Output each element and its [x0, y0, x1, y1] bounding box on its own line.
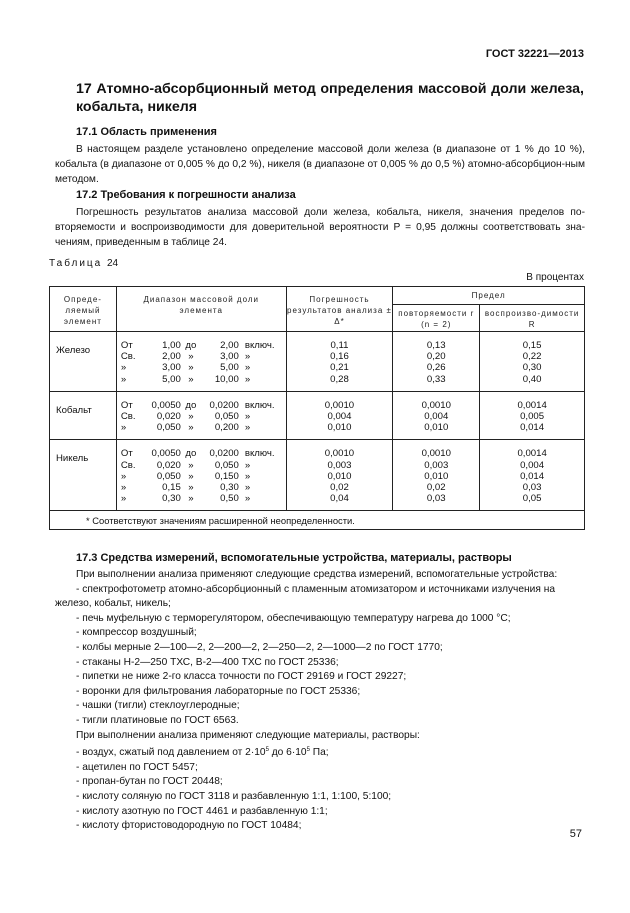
range-part: »: [244, 482, 251, 494]
list-item-air: - воздух, сжатый под давлением от $2\cdot 10^5$ до $6\cdot 10^5$ Па;: [76, 747, 329, 759]
cell-value: 0,0010: [421, 448, 451, 460]
cell-value: 0,003: [327, 459, 352, 471]
range-part: »: [188, 470, 194, 482]
cell-reproducibility: [480, 440, 585, 511]
table-row: [50, 440, 585, 511]
cell-error: [286, 332, 393, 392]
cell-value: 0,30: [522, 362, 542, 374]
cell-value: 0,26: [426, 362, 446, 374]
range-part: 0,050: [214, 459, 239, 471]
range-part: включ.: [244, 448, 275, 460]
list-item: - кислоту соляную по ГОСТ 3118 и разбавленную 1:1, 1:100, 5:100;: [76, 790, 392, 802]
cell-repeatability: [393, 332, 480, 392]
range-part: »: [120, 373, 127, 385]
table-body: [50, 332, 585, 511]
cell-value: 0,0010: [421, 399, 451, 411]
cell-value: 0,02: [426, 481, 446, 493]
cell-value: 0,13: [426, 340, 446, 351]
range-part: 0,0200: [209, 399, 239, 411]
cell-value: 0,004: [520, 459, 545, 471]
cell-element: Железо: [50, 332, 117, 392]
range-part: 3,00: [162, 362, 181, 374]
cell-value: 0,0010: [324, 448, 355, 460]
range-part: 0,30: [162, 493, 181, 505]
range-part: до: [185, 448, 197, 460]
subsection-17-1-title: 17.1 Область применения: [76, 126, 217, 138]
cell-value: 0,11: [330, 340, 349, 351]
header-range: Диапазон массовой доли элемента: [116, 287, 286, 332]
range-part: »: [244, 493, 251, 505]
list-item: - чашки (тигли) стеклоуглеродные;: [76, 700, 240, 712]
cell-value: 0,15: [522, 340, 542, 351]
range-part: 0,050: [156, 470, 181, 482]
list-item: - кислоту фтористоводородную по ГОСТ 10484;: [76, 820, 302, 832]
cell-value: 0,04: [330, 493, 349, 505]
header-error: Погрешность результатов анализа ± Δ*: [286, 287, 393, 332]
equipment-items: [55, 583, 585, 729]
range-part: 0,050: [156, 422, 181, 434]
cell-value: 0,20: [426, 351, 446, 363]
range-part: »: [244, 362, 251, 374]
range-part: 2,00: [162, 351, 181, 363]
range-part: 0,50: [220, 493, 239, 505]
range-part: От: [120, 448, 133, 460]
cell-value: 0,010: [424, 422, 449, 434]
cell-value: 0,004: [424, 411, 449, 422]
range-part: 0,0200: [209, 448, 239, 460]
range-part: 10,00: [214, 373, 239, 385]
cell-range: [116, 332, 286, 392]
range-part: »: [188, 493, 194, 505]
table-footnote: * Соответствуют значениям расширенной неопределенности.: [50, 511, 585, 530]
cell-value: 0,004: [327, 411, 352, 422]
range-part: »: [188, 482, 194, 494]
range-part: 0,30: [220, 482, 239, 494]
range-part: »: [188, 373, 194, 385]
range-part: »: [188, 422, 194, 434]
list-item: - колбы мерные 2—100—2, 2—200—2, 2—250—2, 2—1000—2 по ГОСТ 1770;: [76, 641, 443, 653]
section-title: 17 Атомно-абсорбционный метод определения массовой доли железа, кобальта, никеля: [76, 81, 584, 115]
range-part: »: [120, 470, 127, 482]
range-part: От: [120, 340, 133, 351]
cell-value: 0,21: [330, 362, 349, 374]
cell-range: [116, 440, 286, 511]
list-item: - стаканы Н-2—250 ТХС, В-2—400 ТХС по ГОСТ 25336;: [76, 656, 339, 668]
range-part: Св.: [120, 411, 136, 423]
cell-repeatability: [393, 440, 480, 511]
range-part: 0,020: [156, 459, 181, 471]
range-part: 0,150: [214, 470, 239, 482]
range-part: От: [120, 399, 133, 411]
range-part: »: [188, 362, 194, 374]
cell-repeatability: [393, 391, 480, 440]
range-part: »: [120, 362, 127, 374]
subsection-17-2-title: 17.2 Требования к погрешности анализа: [76, 189, 296, 201]
range-part: »: [244, 470, 251, 482]
header-element: Опреде-ляемый элемент: [50, 287, 117, 332]
cell-value: 0,33: [426, 373, 446, 385]
cell-value: 0,005: [520, 411, 545, 422]
cell-value: 0,014: [520, 422, 545, 434]
cell-error: [286, 440, 393, 511]
range-part: Св.: [120, 459, 136, 471]
cell-value: 0,16: [330, 351, 349, 363]
list-item: - спектрофотометр атомно-абсорбционный с пламенным атомизатором и источниками излучения на: [76, 583, 555, 595]
cell-value: 0,003: [424, 459, 449, 471]
list-item: - пипетки не ниже 2-го класса точности по ГОСТ 29169 и ГОСТ 29227;: [76, 671, 407, 683]
list-item: - воронки для фильтрования лабораторные по ГОСТ 25336;: [76, 685, 361, 697]
materials-items: [55, 761, 585, 834]
cell-value: 0,03: [426, 493, 446, 505]
table-row: [50, 391, 585, 440]
cell-value: 0,05: [522, 493, 542, 505]
range-part: 0,15: [162, 482, 181, 494]
cell-error: [286, 391, 393, 440]
cell-value: 0,03: [522, 481, 542, 493]
header-reproducibility: воспроизво-димости R: [480, 305, 585, 332]
range-part: Св.: [120, 351, 136, 363]
materials-intro: При выполнении анализа применяют следующие материалы, растворы:: [76, 729, 420, 741]
cell-value: 0,010: [327, 422, 352, 434]
cell-value: 0,0014: [517, 448, 547, 460]
subsection-17-1-text: В настоящем разделе установлено определение массовой доли железа (в диапазоне от 1 % до 10 %), кобальта (в диапазоне от 0,005 % до 0,2 %), никеля (в диапазоне от 0,005 % до 0,5 %) атомно-абсорбцион-ным методом.: [55, 144, 585, 185]
range-part: включ.: [244, 399, 275, 411]
range-part: 3,00: [220, 351, 239, 363]
list-item: - печь муфельную с терморегулятором, обеспечивающую температуру нагрева до 1000 °С;: [76, 612, 511, 624]
cell-value: 0,02: [330, 481, 349, 493]
list-item: - тигли платиновые по ГОСТ 6563.: [76, 714, 239, 726]
subsection-17-2-text: Погрешность результатов анализа массовой доли железа, кобальта, никеля, значения пределов по-вторяемости и воспроизводимости для доверительной вероятности P = 0,95 должны соответствовать зна-чениям, приведенным в таблице 24.: [55, 207, 585, 248]
cell-element: Никель: [50, 440, 117, 511]
cell-value: 0,010: [327, 470, 352, 482]
range-part: 5,00: [220, 362, 239, 374]
subsection-17-3-title: 17.3 Средства измерений, вспомогательные устройства, материалы, растворы: [76, 552, 512, 564]
list-item: - компрессор воздушный;: [76, 627, 197, 639]
cell-reproducibility: [480, 332, 585, 392]
header-repeatability: повторяемости r (n = 2): [393, 305, 480, 332]
range-part: »: [244, 422, 251, 434]
range-part: 0,200: [214, 422, 239, 434]
cell-value: 0,010: [424, 470, 449, 482]
cell-value: 0,0010: [324, 399, 355, 411]
range-part: включ.: [244, 340, 275, 351]
range-part: »: [188, 411, 194, 423]
cell-range: [116, 391, 286, 440]
cell-value: 0,28: [330, 373, 349, 385]
document-id: ГОСТ 32221—2013: [485, 48, 584, 60]
range-part: »: [244, 459, 251, 471]
cell-value: 0,40: [522, 373, 542, 385]
range-part: до: [185, 340, 197, 351]
cell-reproducibility: [480, 391, 585, 440]
range-part: 0,0050: [151, 399, 181, 411]
cell-element: Кобальт: [50, 391, 117, 440]
range-part: 0,0050: [151, 448, 181, 460]
table-24: [49, 286, 585, 530]
range-part: »: [120, 493, 127, 505]
range-part: »: [244, 351, 251, 363]
equipment-list: [55, 568, 585, 834]
header-limit: Предел: [393, 287, 585, 305]
equipment-intro: При выполнении анализа применяют следующие средства измерений, вспомогательные устройства:: [76, 569, 558, 580]
range-part: »: [188, 351, 194, 363]
cell-value: 0,0014: [517, 399, 547, 411]
range-part: до: [185, 399, 197, 411]
cell-value: 0,014: [520, 470, 545, 482]
table-caption: Таблица 24: [49, 258, 119, 269]
range-part: »: [244, 411, 251, 423]
list-item: - кислоту азотную по ГОСТ 4461 и разбавленную 1:1;: [76, 805, 328, 817]
range-part: »: [120, 422, 127, 434]
list-item: - ацетилен по ГОСТ 5457;: [76, 761, 198, 773]
range-part: »: [120, 482, 127, 494]
range-part: 1,00: [162, 340, 181, 351]
page-number: 57: [569, 828, 582, 840]
range-part: »: [188, 459, 194, 471]
range-part: 0,050: [214, 411, 239, 423]
range-part: »: [244, 373, 251, 385]
list-item: железо, кобальт, никель;: [55, 598, 171, 610]
range-part: 2,00: [220, 340, 239, 351]
list-item: - пропан-бутан по ГОСТ 20448;: [76, 776, 223, 788]
table-row: [50, 332, 585, 392]
table-units: В процентах: [526, 272, 584, 283]
range-part: 5,00: [162, 373, 181, 385]
range-part: 0,020: [156, 411, 181, 423]
cell-value: 0,22: [522, 351, 542, 363]
